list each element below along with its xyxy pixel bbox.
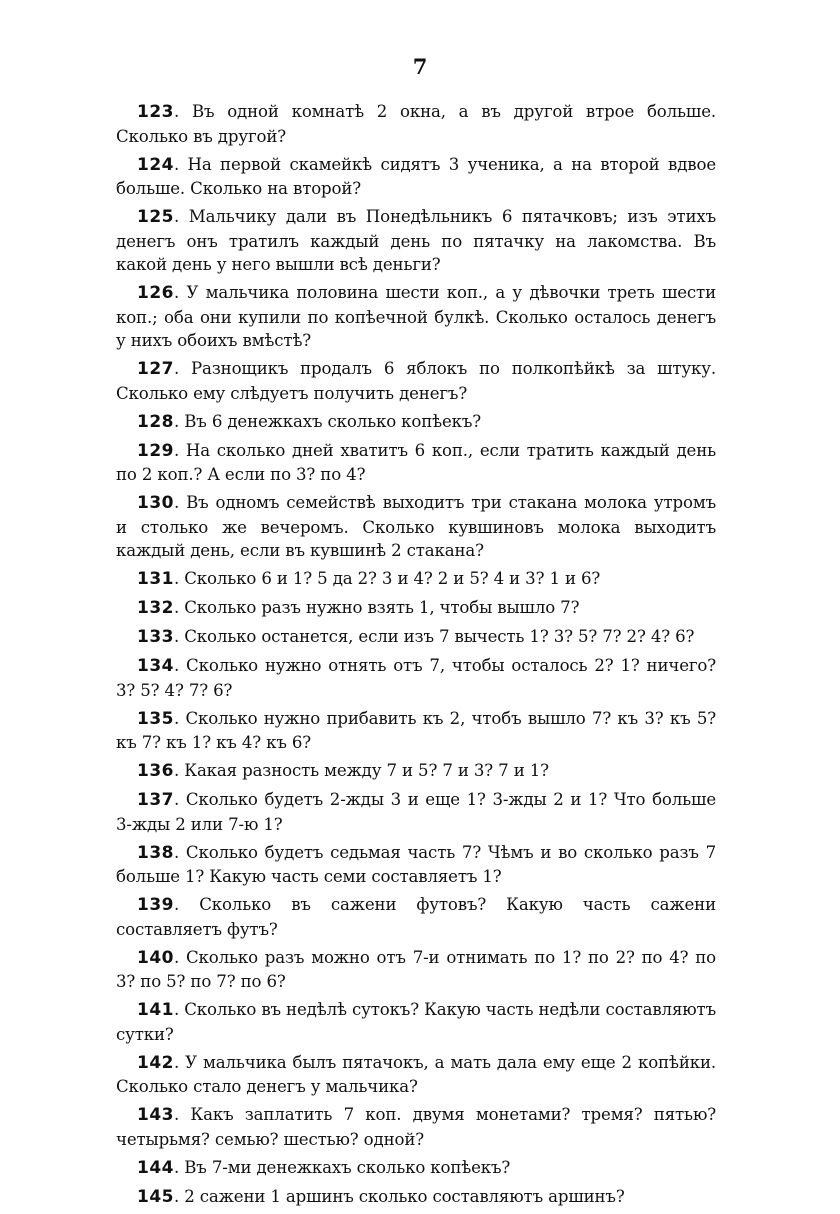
problem-text: . Сколько будетъ 2-жды 3 и еще 1? 3-жды 2 и 1? Что больше 3-жды 2 или 7-ю 1?: [116, 790, 716, 834]
problem-item: [116, 1051, 716, 1099]
problem-item: [116, 1103, 716, 1151]
problem-item: [116, 841, 716, 889]
problem-item: [116, 1156, 716, 1181]
problem-text: . Мальчику дали въ Понедѣльникъ 6 пятачковъ; изъ этихъ денегъ онъ тратилъ каждый день по пятачку на лакомства. Въ какой день у него вышли всѣ деньги?: [116, 207, 716, 274]
problem-text: . Въ 6 денежкахъ сколько копѣекъ?: [174, 411, 482, 431]
problem-item: [116, 759, 716, 784]
problem-item: [116, 788, 716, 836]
problem-item: [116, 205, 716, 277]
problem-item: [116, 654, 716, 702]
problem-item: [116, 707, 716, 755]
problem-number: 136: [137, 761, 174, 781]
problem-text: . У мальчика половина шести коп., а у дѣвочки треть шести коп.; оба они купили по копѣечной булкѣ. Сколько осталось денегъ у нихъ обоихъ вмѣстѣ?: [116, 283, 716, 350]
problem-item: [116, 625, 716, 650]
problem-number: 143: [137, 1105, 174, 1125]
problem-number: 123: [137, 102, 174, 122]
problem-item: [116, 153, 716, 201]
problem-item: [116, 100, 716, 148]
problem-text: . У мальчика былъ пятачокъ, а мать дала ему еще 2 копѣйки. Сколько стало денегъ у мальчика?: [116, 1052, 716, 1096]
problem-number: 131: [137, 569, 174, 589]
problem-item: [116, 439, 716, 487]
problem-text: . Сколько въ недѣлѣ сутокъ? Какую часть недѣли составляютъ сутки?: [116, 1000, 716, 1044]
problem-text: . Какъ заплатить 7 коп. двумя монетами? тремя? пятью? четырьмя? семью? шестью? одной?: [116, 1105, 716, 1149]
problem-text: . Разнощикъ продалъ 6 яблокъ по полкопѣйкѣ за штуку. Сколько ему слѣдуетъ получить денегъ?: [116, 359, 716, 403]
problem-item: [116, 410, 716, 435]
problem-text: . Сколько нужно прибавить къ 2, чтобъ вышло 7? къ 3? къ 5? къ 7? къ 1? къ 4? къ 6?: [116, 708, 716, 752]
page-number: 7: [412, 54, 428, 79]
problem-number: 126: [137, 283, 174, 303]
problem-text: . Сколько въ сажени футовъ? Какую часть сажени составляетъ футъ?: [116, 895, 716, 939]
problem-number: 135: [137, 708, 174, 729]
problem-item: [116, 946, 716, 994]
problem-text: . Сколько будетъ седьмая часть 7? Чѣмъ и во сколько разъ 7 больше 1? Какую часть семи составляетъ 1?: [116, 842, 716, 886]
problem-number: 129: [137, 440, 174, 461]
problem-text: . Сколько останется, если изъ 7 вычесть 1? 3? 5? 7? 2? 4? 6?: [174, 627, 695, 646]
problem-item: [116, 491, 716, 563]
problem-number: 142: [137, 1052, 174, 1073]
problem-text: . На первой скамейкѣ сидятъ 3 ученика, а на второй вдвое больше. Сколько на второй?: [116, 154, 716, 198]
problem-number: 137: [137, 790, 174, 810]
problem-item: [116, 567, 716, 592]
problem-text: . Въ одной комнатѣ 2 окна, а въ другой втрое больше. Сколько въ другой?: [116, 102, 716, 146]
problem-number: 133: [137, 627, 174, 647]
problem-number: 130: [137, 493, 174, 513]
problem-text: . Въ 7-ми денежкахъ сколько копѣекъ?: [174, 1157, 511, 1177]
problem-number: 127: [137, 359, 174, 379]
problem-item: [116, 281, 716, 353]
problem-item: [116, 998, 716, 1046]
problem-number: 138: [137, 842, 174, 863]
problem-number: 139: [137, 895, 174, 915]
problem-text: . Сколько разъ можно отъ 7-и отнимать по 1? по 2? по 4? по 3? по 5? по 7? по 6?: [116, 947, 716, 991]
problem-list: [116, 100, 716, 1214]
problem-number: 128: [137, 411, 174, 432]
problem-number: 124: [137, 154, 174, 175]
problem-text: . На сколько дней хватитъ 6 коп., если тратить каждый день по 2 коп.? А если по 3? по 4?: [116, 440, 716, 484]
problem-item: [116, 596, 716, 621]
problem-text: . Какая разность между 7 и 5? 7 и 3? 7 и 1?: [174, 761, 549, 780]
problem-number: 125: [137, 207, 174, 227]
problem-number: 141: [137, 1000, 174, 1020]
problem-number: 145: [137, 1186, 174, 1207]
problem-item: [116, 1185, 716, 1210]
problem-item: [116, 893, 716, 941]
problem-number: 140: [137, 947, 174, 968]
problem-number: 134: [137, 656, 174, 676]
problem-item: [116, 357, 716, 405]
problem-number: 132: [137, 598, 174, 618]
problem-text: . Въ одномъ семействѣ выходитъ три стакана молока утромъ и столько же вечеромъ. Сколько кувшиновъ молока выходитъ каждый день, если въ кувшинѣ 2 стакана?: [116, 493, 716, 560]
problem-text: . Сколько нужно отнять отъ 7, чтобы осталось 2? 1? ничего? 3? 5? 4? 7? 6?: [116, 656, 716, 700]
problem-text: . Сколько разъ нужно взять 1, чтобы вышло 7?: [174, 598, 580, 617]
problem-text: . 2 сажени 1 аршинъ сколько составляютъ аршинъ?: [174, 1186, 625, 1206]
problem-text: . Сколько 6 и 1? 5 да 2? 3 и 4? 2 и 5? 4 и 3? 1 и 6?: [174, 569, 601, 588]
problem-number: 144: [137, 1157, 174, 1178]
